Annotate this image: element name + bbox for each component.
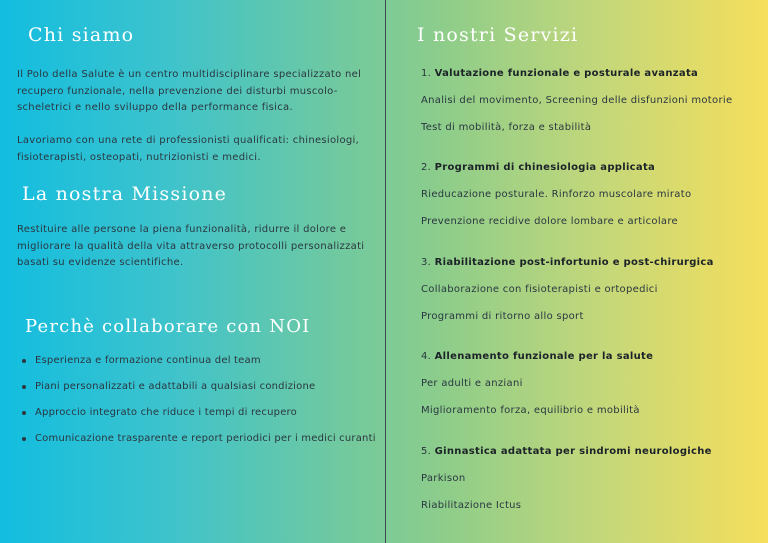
benefit-item [17,351,377,377]
service-5-detail-2: Riabilitazione Ictus [421,500,522,511]
benefit-item [17,429,377,455]
service-3-detail-2: Programmi di ritorno allo sport [421,311,584,322]
benefit-text: Esperienza e formazione continua del team [35,355,261,366]
bullet-icon [22,359,26,363]
service-number: 1. [421,68,432,79]
service-name: Programmi di chinesiologia applicata [434,162,656,173]
benefit-text: Piani personalizzati e adattabili a qualsiasi condizione [35,381,316,392]
service-name: Ginnastica adattata per sindromi neurologiche [434,446,712,457]
bullet-icon [22,437,26,441]
chi-siamo-heading: Chi siamo [28,24,135,46]
service-2-title [421,161,761,175]
service-name: Valutazione funzionale e posturale avanzata [434,68,699,79]
benefit-text: Comunicazione trasparente e report periodici per i medici curanti [35,433,376,444]
chi-siamo-paragraph-2: Lavoriamo con una rete di professionisti qualificati: chinesiologi, fisioterapisti, osteopati, nutrizionisti e medici. [17,135,360,163]
service-number: 5. [421,446,432,457]
service-4-title [421,350,761,364]
service-4-detail-2: Miglioramento forza, equilibrio e mobilità [421,405,640,416]
benefits-list [17,351,377,455]
service-1-detail-2: Test di mobilità, forza e stabilità [421,122,592,133]
servizi-heading: I nostri Servizi [417,24,579,46]
service-number: 2. [421,162,432,173]
service-5-detail-1: Parkison [421,473,466,484]
service-3-detail-1: Collaborazione con fisioterapisti e ortopedici [421,284,658,295]
column-divider [385,0,386,543]
bullet-icon [22,385,26,389]
service-number: 3. [421,257,432,268]
service-number: 4. [421,351,432,362]
chi-siamo-paragraph-1: Il Polo della Salute è un centro multidisciplinare specializzato nel recupero funzionale, nella prevenzione dei disturbi muscolo-scheletrici e nello sviluppo della performance fisica. [17,69,362,113]
missione-heading: La nostra Missione [22,183,228,205]
perche-heading: Perchè collaborare con NOI [25,316,311,337]
service-3-title [421,256,761,270]
service-4-detail-1: Per adulti e anziani [421,378,523,389]
service-2-detail-1: Rieducazione posturale. Rinforzo muscolare mirato [421,189,692,200]
service-1-detail-1: Analisi del movimento, Screening delle disfunzioni motorie [421,95,733,106]
service-name: Allenamento funzionale per la salute [434,351,654,362]
missione-paragraph: Restituire alle persone la piena funzionalità, ridurre il dolore e migliorare la qualità della vita attraverso protocolli personalizzati basati su evidenze scientifiche. [17,224,365,268]
benefit-text: Approccio integrato che riduce i tempi di recupero [35,407,297,418]
service-2-detail-2: Prevenzione recidive dolore lombare e articolare [421,216,678,227]
service-1-title [421,67,761,81]
service-name: Riabilitazione post-infortunio e post-chirurgica [434,257,714,268]
benefit-item [17,377,377,403]
benefit-item [17,403,377,429]
service-5-title [421,445,761,459]
bullet-icon [22,411,26,415]
